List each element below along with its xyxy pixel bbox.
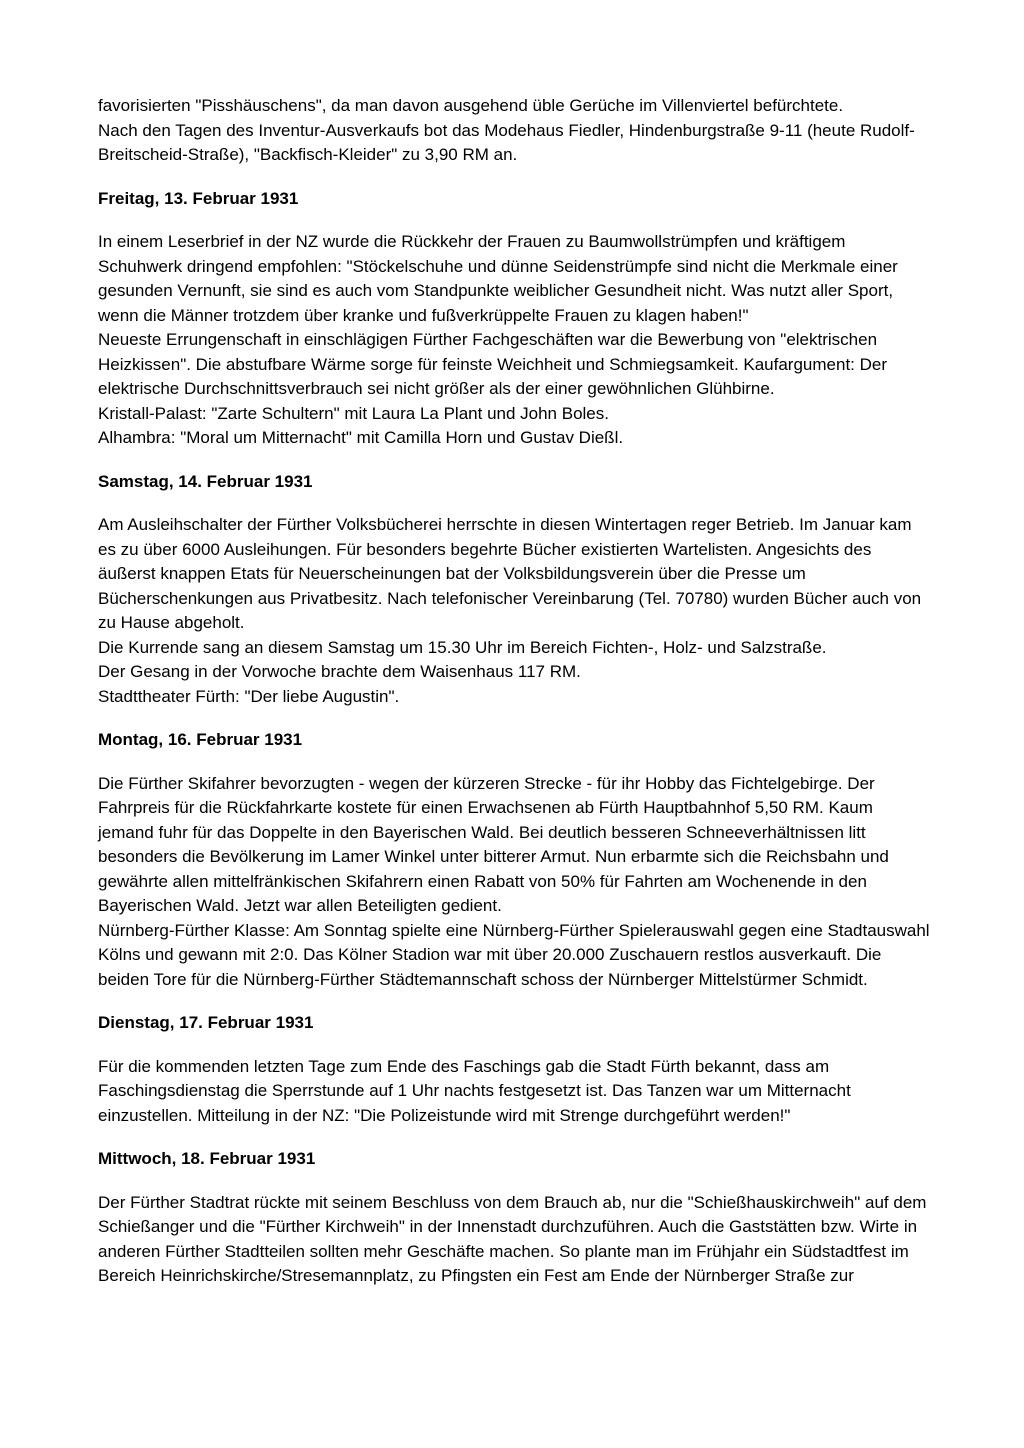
paragraph: Stadttheater Fürth: "Der liebe Augustin".: [98, 686, 400, 706]
paragraph: Nach den Tagen des Inventur-Ausverkaufs bot das Modehaus Fiedler, Hindenburgstraße 9-11 (heute Rudolf-Breitscheid-Straße), "Backfisch-Kleider" zu 3,90 RM an.: [98, 120, 915, 164]
date-heading: Mittwoch, 18. Februar 1931: [98, 1149, 316, 1168]
paragraph: Kristall-Palast: "Zarte Schultern" mit Laura La Plant und John Boles.: [98, 403, 609, 423]
paragraph: Der Fürther Stadtrat rückte mit seinem Beschluss von dem Brauch ab, nur die "Schießhauskirchweih" auf dem Schießanger und die "Fürther Kirchweih" in der Innenstadt durchzuführen. Auch die Gaststätten bzw. Wirte in anderen Fürther Stadtteilen sollten mehr Geschäfte machen. So plante man im Frühjahr ein Südstadtfest im Bereich Heinrichskirche/Stresemannplatz, zu Pfingsten ein Fest am Ende der Nürnberger Straße zur: [98, 1192, 927, 1285]
paragraph: Nürnberg-Fürther Klasse: Am Sonntag spielte eine Nürnberg-Fürther Spielerauswahl gegen eine Stadtauswahl Kölns und gewann mit 2:0. Das Kölner Stadion war mit über 20.000 Zuschauern restlos ausverkauft. Die beiden Tore für die Nürnberg-Fürther Städtemannschaft schoss der Nürnberger Mittelstürmer Schmidt.: [98, 920, 930, 989]
paragraph: Am Ausleihschalter der Fürther Volksbücherei herrschte in diesen Wintertagen reger Betrieb. Im Januar kam es zu über 6000 Ausleihungen. Für besonders begehrte Bücher existierten Wartelisten. Angesichts des äußerst knappen Etats für Neuerscheinungen bat der Volksbildungsverein über die Presse um Bücherschenkungen aus Privatbesitz. Nach telefonischer Vereinbarung (Tel. 70780) wurden Bücher auch von zu Hause abgeholt.: [98, 515, 922, 632]
paragraph: Für die kommenden letzten Tage zum Ende des Faschings gab die Stadt Fürth bekannt, dass am Faschingsdienstag die Sperrstunde auf 1 Uhr nachts festgesetzt ist. Das Tanzen war um Mitternacht einzustellen. Mitteilung in der NZ: "Die Polizeistunde wird mit Strenge durchgeführt werden!": [98, 1056, 851, 1125]
paragraph: Die Fürther Skifahrer bevorzugten - wegen der kürzeren Strecke - für ihr Hobby das Fichtelgebirge. Der Fahrpreis für die Rückfahrkarte kostete für einen Erwachsenen ab Fürth Hauptbahnhof 5,50 RM. Kaum jemand fuhr für das Doppelte in den Bayerischen Wald. Bei deutlich besseren Schneeverhältnissen litt besonders die Bevölkerung im Lamer Winkel unter bitterer Armut. Nun erbarmte sich die Reichsbahn und gewährte allen mittelfränkischen Skifahrern einen Rabatt von 50% für Fahrten am Wochenende in den Bayerischen Wald. Jetzt war allen Beteiligten gedient.: [98, 773, 889, 915]
paragraph: Alhambra: "Moral um Mitternacht" mit Camilla Horn und Gustav Dießl.: [98, 428, 624, 447]
paragraph: In einem Leserbrief in der NZ wurde die Rückkehr der Frauen zu Baumwollstrümpfen und kräftigem Schuhwerk dringend empfohlen: "Stöckelschuhe und dünne Seidenstrümpfe sind nicht die Merkmale einer gesunden Vernunft, sie sind es auch vom Standpunkte weiblicher Gesundheit nicht. Was nutzt aller Sport, wenn die Männer trotzdem über kranke und fußverkrüppelte Frauen zu klagen haben!": [98, 232, 898, 325]
date-heading: Montag, 16. Februar 1931: [98, 730, 303, 749]
date-heading: Samstag, 14. Februar 1931: [98, 471, 313, 491]
date-heading: Dienstag, 17. Februar 1931: [98, 1013, 314, 1032]
date-heading: Freitag, 13. Februar 1931: [98, 188, 299, 208]
paragraph: favorisierten "Pisshäuschens", da man davon ausgehend üble Gerüche im Villenviertel befürchtete.: [98, 96, 844, 115]
paragraph: Der Gesang in der Vorwoche brachte dem Waisenhaus 117 RM.: [98, 662, 581, 681]
paragraph: Neueste Errungenschaft in einschlägigen Fürther Fachgeschäften war die Bewerbung von "elektrischen Heizkissen". Die abstufbare Wärme sorge für feinste Weichheit und Schmiegsamkeit. Kaufargument: Der elektrische Durchschnittsverbrauch sei nicht größer als der einer gewöhnlichen Glühbirne.: [98, 330, 888, 398]
paragraph: Die Kurrende sang an diesem Samstag um 15.30 Uhr im Bereich Fichten-, Holz- und Salzstraße.: [98, 637, 827, 657]
